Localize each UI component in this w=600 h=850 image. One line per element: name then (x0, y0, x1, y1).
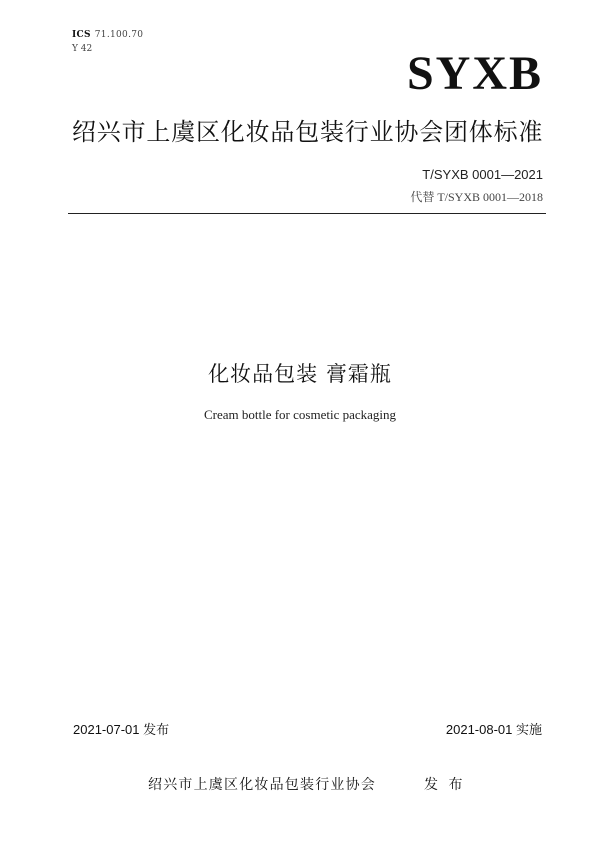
implementation-date: 2021-08-01 实施 (445, 722, 542, 737)
document-title: 化妆品包装 膏霜瓶 (208, 362, 392, 386)
ics-code: 71.100.70 (94, 30, 144, 40)
ics-classification (72, 30, 143, 40)
replaces-standard: 代替 T/SYXB 0001—2018 (410, 190, 543, 204)
publisher-name: 绍兴市上虞区化妆品包装行业协会 (148, 777, 376, 793)
ics-label: ICS (72, 30, 91, 40)
document-title-english: Cream bottle for cosmetic packaging (203, 407, 397, 422)
standard-number: T/SYXB 0001—2021 (422, 167, 543, 182)
ccs-code: Y 42 (72, 44, 93, 54)
publish-label: 发 布 (424, 777, 466, 793)
standard-logo: SYXB (406, 47, 543, 100)
association-standard-title: 绍兴市上虞区化妆品包装行业协会团体标准 (72, 118, 544, 146)
issue-date: 2021-07-01 发布 (73, 722, 170, 737)
header-divider (68, 213, 546, 214)
